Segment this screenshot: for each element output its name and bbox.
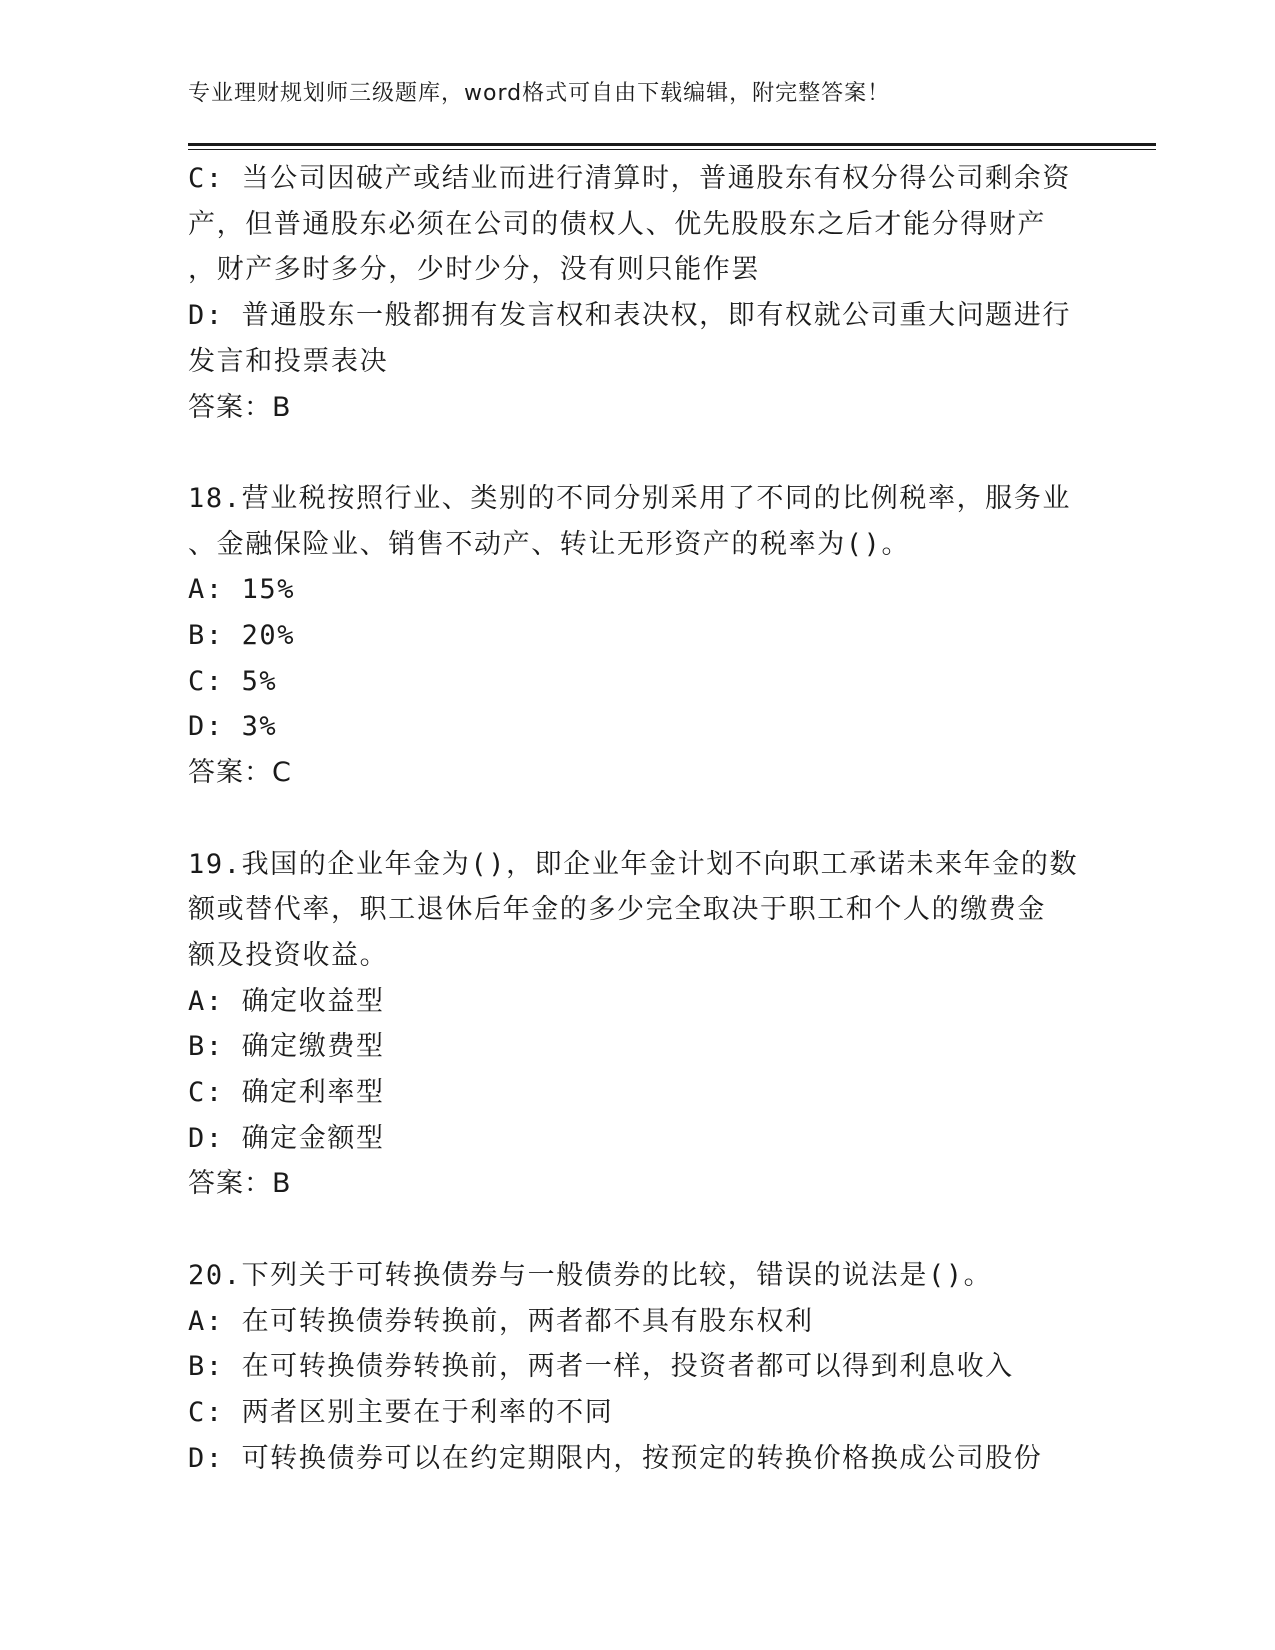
page-header: 专业理财规划师三级题库，word格式可自由下载编辑，附完整答案！ bbox=[188, 81, 891, 106]
option-a: A: 15% bbox=[188, 574, 296, 606]
option-b: B: 20% bbox=[188, 620, 296, 652]
question-stem-line: 额及投资收益。 bbox=[188, 939, 389, 971]
option-d-line-1: D: 普通股东一般都拥有发言权和表决权，即有权就公司重大问题进行 bbox=[188, 300, 1071, 332]
option-b: B: 确定缴费型 bbox=[188, 1031, 385, 1063]
option-b: B: 在可转换债券转换前，两者一样，投资者都可以得到利息收入 bbox=[188, 1351, 1014, 1383]
question-20 bbox=[188, 1253, 1088, 1482]
answer-label: 答案：C bbox=[188, 757, 292, 789]
option-c: C: 两者区别主要在于利率的不同 bbox=[188, 1396, 614, 1428]
answer-label: 答案：B bbox=[188, 391, 292, 423]
option-d-line-2: 发言和投票表决 bbox=[188, 345, 389, 377]
option-c: C: 5% bbox=[188, 665, 278, 697]
question-content bbox=[188, 156, 1088, 1481]
question-stem-line: 额或替代率，职工退休后年金的多少完全取决于职工和个人的缴费金 bbox=[188, 894, 1046, 926]
header-rule-thick bbox=[188, 143, 1156, 146]
question-stem-line: 19.我国的企业年金为()，即企业年金计划不向职工承诺未来年金的数 bbox=[188, 848, 1079, 880]
question-19 bbox=[188, 842, 1088, 1208]
question-stem-line: 20.下列关于可转换债券与一般债券的比较，错误的说法是()。 bbox=[188, 1259, 993, 1291]
prev-question bbox=[188, 156, 1088, 430]
option-a: A: 确定收益型 bbox=[188, 985, 385, 1017]
option-d: D: 3% bbox=[188, 711, 278, 743]
option-a: A: 在可转换债券转换前，两者都不具有股东权利 bbox=[188, 1305, 814, 1337]
question-18 bbox=[188, 476, 1088, 796]
option-d: D: 可转换债券可以在约定期限内，按预定的转换价格换成公司股份 bbox=[188, 1442, 1043, 1474]
header-rule-thin bbox=[188, 149, 1156, 150]
option-d: D: 确定金额型 bbox=[188, 1122, 385, 1154]
question-stem-line: 、金融保险业、销售不动产、转让无形资产的税率为()。 bbox=[188, 528, 911, 560]
option-c-line-3: ，财产多时多分，少时少分，没有则只能作罢 bbox=[188, 254, 760, 286]
option-c: C: 确定利率型 bbox=[188, 1077, 385, 1109]
option-c-line-2: 产，但普通股东必须在公司的债权人、优先股股东之后才能分得财产 bbox=[188, 208, 1046, 240]
option-c-line-1: C: 当公司因破产或结业而进行清算时，普通股东有权分得公司剩余资 bbox=[188, 163, 1071, 194]
question-stem-line: 18.营业税按照行业、类别的不同分别采用了不同的比例税率，服务业 bbox=[188, 482, 1071, 514]
answer-label: 答案：B bbox=[188, 1168, 292, 1200]
